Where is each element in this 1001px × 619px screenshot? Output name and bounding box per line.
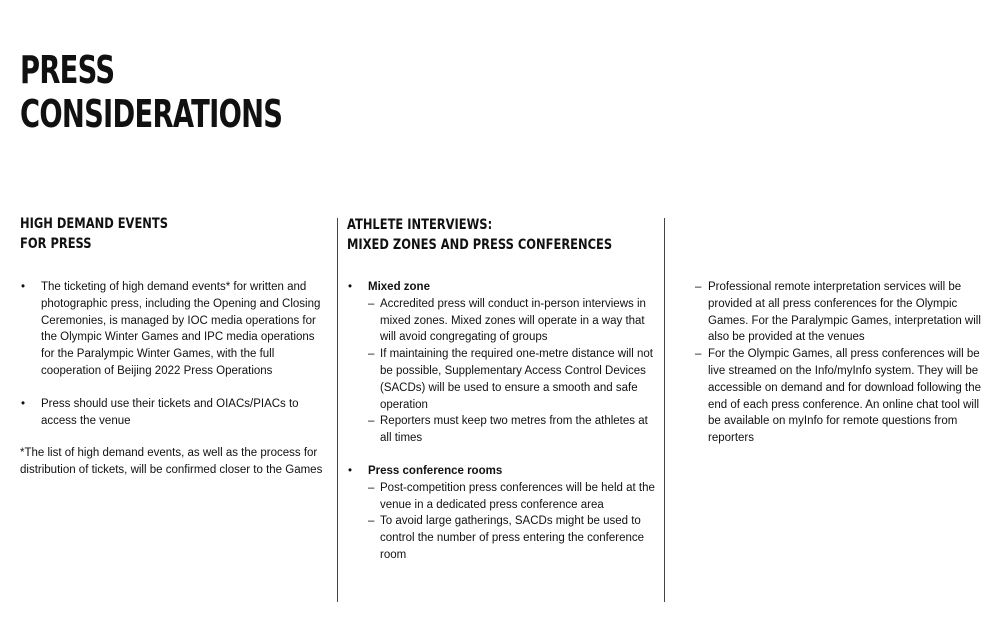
list-item (695, 346, 985, 447)
heading-line-1: ATHLETE INTERVIEWS: (347, 217, 493, 233)
list-item (368, 513, 657, 563)
heading-athlete-interviews (347, 215, 612, 255)
bullet-text: The ticketing of high demand events* for written and photographic press, including the Opening and Closing Ceremonies, is managed by IOC media operations for the Olympic Winter Games and IPC media operations for the Paralympic Winter Games, with the full cooperation of Beijing 2022 Press Operations (41, 281, 321, 377)
footnote: *The list of high demand events, as well as the process for distribution of tickets, will be confirmed closer to the Games (20, 447, 323, 477)
dash-icon: – (368, 348, 375, 361)
bullet-icon: • (348, 281, 353, 293)
list-item-text: Reporters must keep two metres from the athletes at all times (380, 415, 648, 445)
heading-line-1: HIGH DEMAND EVENTS (20, 216, 168, 232)
page-title (20, 48, 322, 136)
bullet-text: Press should use their tickets and OIACs/PIACs to access the venue (41, 397, 299, 427)
bullet-icon: • (21, 281, 26, 293)
dash-icon: – (368, 297, 375, 310)
page-title-line-1: PRESS (20, 48, 115, 92)
dash-icon: – (368, 515, 375, 528)
list-item-text: Accredited press will conduct in-person interviews in mixed zones. Mixed zones will operate in a way that will avoid congregating of groups (380, 297, 646, 344)
bullet-item (20, 279, 330, 380)
list-item (368, 480, 657, 514)
dash-icon: – (368, 481, 375, 494)
bullet-item (20, 396, 330, 430)
heading-high-demand-events (20, 214, 168, 254)
athlete-interviews-section (347, 279, 657, 564)
page-title-line-2: CONSIDERATIONS (20, 92, 283, 136)
interpretation-streaming-section (695, 279, 985, 447)
high-demand-events-section (20, 279, 330, 479)
dash-list (695, 279, 985, 447)
dash-icon: – (368, 415, 375, 428)
dash-icon: – (695, 281, 702, 293)
bullet-icon: • (21, 397, 26, 410)
list-item (368, 296, 657, 346)
column-divider-right (664, 218, 665, 602)
dash-icon: – (695, 348, 702, 361)
list-item-text: Post-competition press conferences will be held at the venue in a dedicated press conference area (380, 481, 655, 511)
list-item-text: For the Olympic Games, all press conferences will be live streamed on the Info/myInfo system. They will be accessible on demand and for download following the end of each press conference. An online chat tool will be available on myInfo for remote questions from reporters (708, 348, 981, 445)
list-item (368, 413, 657, 447)
list-item-text: Professional remote interpretation services will be provided at all press conferences for the Olympic Games. For the Paralympic Games, interpretation will also be provided at the venues (708, 281, 981, 344)
section-title: Mixed zone (368, 281, 430, 293)
list-item (695, 279, 985, 346)
dash-list (368, 296, 657, 447)
section-title: Press conference rooms (368, 464, 503, 477)
bullet-icon: • (348, 464, 353, 477)
heading-line-2: FOR PRESS (20, 236, 92, 252)
dash-list (368, 480, 657, 564)
press-conference-rooms-section (347, 463, 657, 564)
mixed-zone-section (347, 279, 657, 447)
list-item (368, 346, 657, 413)
list-item-text: If maintaining the required one-metre distance will not be possible, Supplementary Access Control Devices (SACDs) will be used to ensure a smooth and safe operation (380, 348, 653, 411)
column-divider-left (337, 218, 338, 602)
list-item-text: To avoid large gatherings, SACDs might be used to control the number of press entering the conference room (380, 515, 645, 561)
heading-line-2: MIXED ZONES AND PRESS CONFERENCES (347, 237, 613, 253)
